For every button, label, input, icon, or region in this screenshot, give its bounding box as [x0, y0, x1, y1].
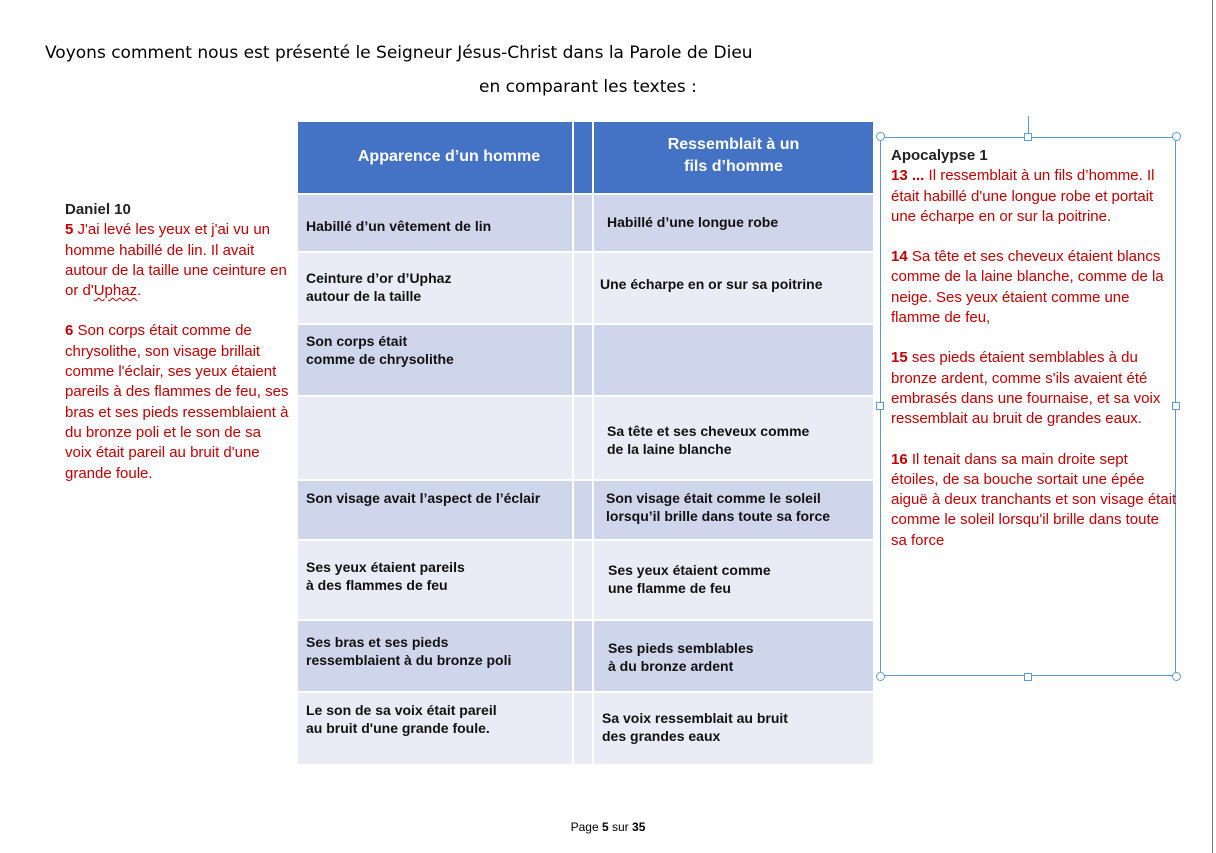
- table-row: [298, 324, 873, 396]
- table-row: [298, 252, 873, 324]
- verse-text: J'ai levé les yeux et j'ai vu un homme habillé de lin. Il avait autour de la taille une ceinture en or d': [65, 221, 287, 300]
- table-row: [298, 692, 873, 764]
- verse-number: 15: [891, 349, 908, 367]
- table-header-right: Ressemblait à un fils d’homme: [593, 122, 873, 194]
- table-row: [298, 396, 873, 480]
- cell-right-line: de la laine blanche: [607, 441, 732, 457]
- resize-handle-left[interactable]: [876, 402, 884, 410]
- page-number: Page 5 sur 35: [570, 820, 646, 834]
- verse-number: 14: [891, 248, 908, 266]
- apocalypse-heading: Apocalypse 1: [891, 147, 988, 164]
- resize-handle-right[interactable]: [1172, 402, 1180, 410]
- cell-left-line: ressemblaient à du bronze poli: [306, 652, 512, 668]
- cell-left-line: Ceinture d’or d’Uphaz: [306, 270, 452, 286]
- verse-text: Sa tête et ses cheveux étaient blancs comme de la laine blanche, comme de la neige. Ses yeux étaient comme une flamme de feu,: [891, 248, 1164, 327]
- cell-right-line: Son visage était comme le soleil: [606, 490, 821, 506]
- apocalypse-verse-13: [891, 166, 1177, 227]
- verse-text: Il tenait dans sa main droite sept étoiles, de sa bouche sortait une épée aiguë à deux tranchants et son visage était comme le soleil lorsqu'il brille dans toute sa force: [891, 450, 1177, 549]
- resize-handle-top[interactable]: [1024, 133, 1032, 141]
- daniel-text-box: [65, 200, 290, 484]
- page-title-line-1: Voyons comment nous est présenté le Seigneur Jésus-Christ dans la Parole de Dieu: [45, 43, 753, 63]
- apocalypse-verse-14: [891, 247, 1177, 328]
- cell-right-line: Ses pieds semblables: [608, 640, 754, 656]
- cell-right-line: Habillé d’une longue robe: [607, 214, 779, 230]
- apocalypse-verse-15: [891, 348, 1177, 429]
- table-row: [298, 540, 873, 620]
- verse-number: 6: [65, 322, 74, 340]
- daniel-verse-5: [65, 220, 290, 301]
- verse-end: .: [137, 282, 142, 300]
- cell-left-line: Son visage avait l’aspect de l’éclair: [306, 490, 541, 506]
- verse-text: Son corps était comme de chrysolithe, son visage brillait comme l'éclair, ses yeux étaient pareils à des flammes de feu, ses bras et ses pieds ressemblaient à du bronze poli et le son de sa voix était pareil au bruit d'une grande foule.: [65, 322, 289, 482]
- apocalypse-verse-16: [891, 450, 1177, 551]
- page-title-line-2: en comparant les textes :: [479, 77, 697, 97]
- page-right-edge: [1212, 0, 1213, 853]
- table-header-spacer: [573, 122, 593, 194]
- comparison-table: [298, 122, 873, 764]
- verse-number: 13 ...: [891, 167, 925, 185]
- table-row: [298, 480, 873, 540]
- table-header-row: [298, 122, 873, 194]
- verse-text: Il ressemblait à un fils d’homme. Il était habillé d'une longue robe et portait une écharpe en or sur la poitrine.: [891, 167, 1155, 225]
- cell-left-line: Le son de sa voix était pareil: [306, 702, 497, 718]
- rotation-handle-line: [1028, 116, 1029, 133]
- resize-handle-top-right[interactable]: [1172, 132, 1181, 141]
- apocalypse-text-box[interactable]: [880, 137, 1176, 676]
- resize-handle-bottom-left[interactable]: [876, 672, 885, 681]
- cell-right-line: Sa voix ressemblait au bruit: [602, 710, 788, 726]
- table-header-left: Apparence d’un homme: [298, 122, 573, 194]
- apocalypse-text: [891, 146, 1177, 551]
- cell-right-line: à du bronze ardent: [608, 658, 734, 674]
- table-row: [298, 194, 873, 252]
- cell-left-line: Habillé d’un vêtement de lin: [306, 218, 492, 234]
- cell-right-line: lorsqu’il brille dans toute sa force: [606, 508, 831, 524]
- cell-right-line: Une écharpe en or sur sa poitrine: [600, 276, 823, 292]
- cell-left-line: Son corps était: [306, 333, 408, 349]
- cell-right-line: des grandes eaux: [602, 728, 721, 744]
- cell-left-line: Ses yeux étaient pareils: [306, 559, 465, 575]
- resize-handle-bottom-right[interactable]: [1172, 672, 1181, 681]
- daniel-heading: Daniel 10: [65, 201, 131, 218]
- cell-right-line: une flamme de feu: [608, 580, 731, 596]
- verse-number: 5: [65, 221, 74, 239]
- cell-right-line: Ses yeux étaient comme: [608, 562, 771, 578]
- spellcheck-word: Uphaz: [93, 282, 138, 300]
- cell-left-line: au bruit d'une grande foule.: [306, 720, 490, 736]
- resize-handle-top-left[interactable]: [876, 132, 885, 141]
- cell-left-line: Ses bras et ses pieds: [306, 634, 449, 650]
- cell-left-line: autour de la taille: [306, 288, 422, 304]
- cell-right-line: Sa tête et ses cheveux comme: [607, 423, 810, 439]
- table-row: [298, 620, 873, 692]
- verse-number: 16: [891, 450, 908, 468]
- cell-left-line: comme de chrysolithe: [306, 351, 454, 367]
- cell-left-line: à des flammes de feu: [306, 577, 448, 593]
- daniel-verse-6: [65, 321, 290, 483]
- resize-handle-bottom[interactable]: [1024, 673, 1032, 681]
- verse-text: ses pieds étaient semblables à du bronze ardent, comme s'ils avaient été embrasés dans une fournaise, et sa voix ressemblait au bruit de grandes eaux.: [891, 349, 1161, 428]
